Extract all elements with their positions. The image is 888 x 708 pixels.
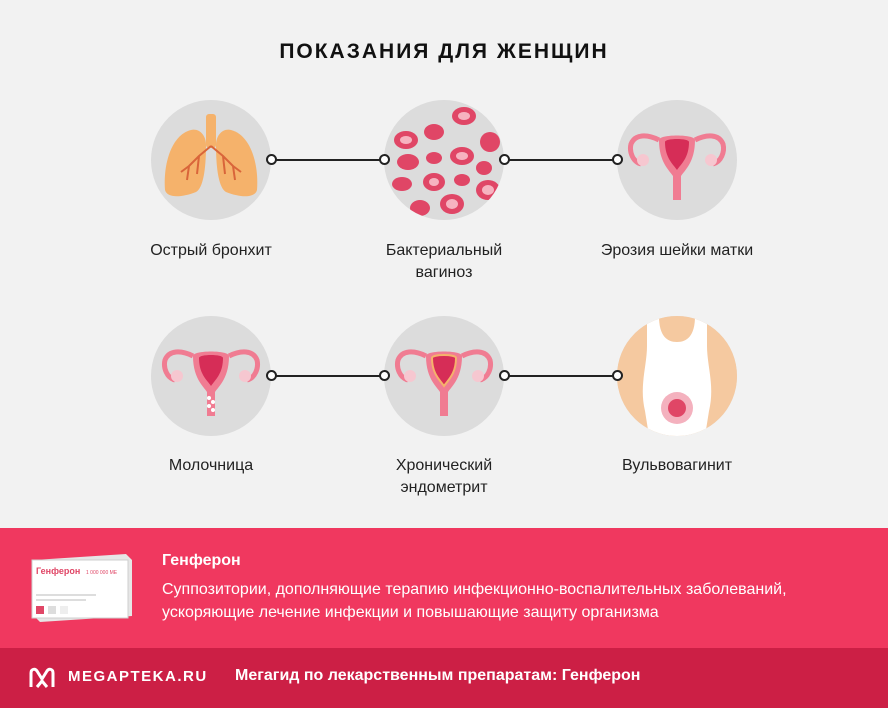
- uterus-icon: [384, 316, 504, 436]
- indication-label: Вульвовагинит: [621, 457, 733, 474]
- footer-caption: Мегагид по лекарственным препаратам: Генферон: [235, 667, 641, 684]
- connector-dot: [379, 370, 390, 381]
- uterus-icon: [617, 100, 737, 220]
- indication-label: Эрозия шейки матки: [600, 242, 754, 259]
- bacteria-icon: [384, 100, 504, 220]
- indication-label: Острый бронхит: [150, 242, 272, 259]
- megapteka-logo-icon: [28, 665, 56, 691]
- connector-dot: [266, 370, 277, 381]
- uterus-icon: [151, 316, 271, 436]
- indication-label: Хронический эндометрит: [395, 457, 493, 496]
- connector-dot: [499, 370, 510, 381]
- connector-dot: [612, 370, 623, 381]
- footer: [0, 648, 888, 708]
- lungs-icon: [151, 100, 271, 220]
- box-brand-text: Генферон: [36, 566, 81, 576]
- product-name: Генферон: [162, 552, 241, 569]
- female-torso-icon: [617, 316, 737, 436]
- connector-dot: [499, 154, 510, 165]
- product-box-image: [30, 552, 134, 624]
- logo-text[interactable]: MEGAPTEKA.RU: [68, 668, 208, 685]
- page-title: ПОКАЗАНИЯ ДЛЯ ЖЕНЩИН: [279, 40, 609, 63]
- product-banner: [0, 528, 888, 648]
- indication-label: Бактериальный вагиноз: [385, 242, 503, 281]
- indication-label: Молочница: [168, 457, 254, 474]
- box-dose-text: 1 000 000 МЕ: [86, 570, 118, 576]
- connector-dot: [379, 154, 390, 165]
- connector-dot: [266, 154, 277, 165]
- connector-dot: [612, 154, 623, 165]
- product-description: Суппозитории, дополняющие терапию инфекционно-воспалительных заболеваний, ускоряющие лечение инфекции и повышающие защиту организма: [162, 581, 787, 621]
